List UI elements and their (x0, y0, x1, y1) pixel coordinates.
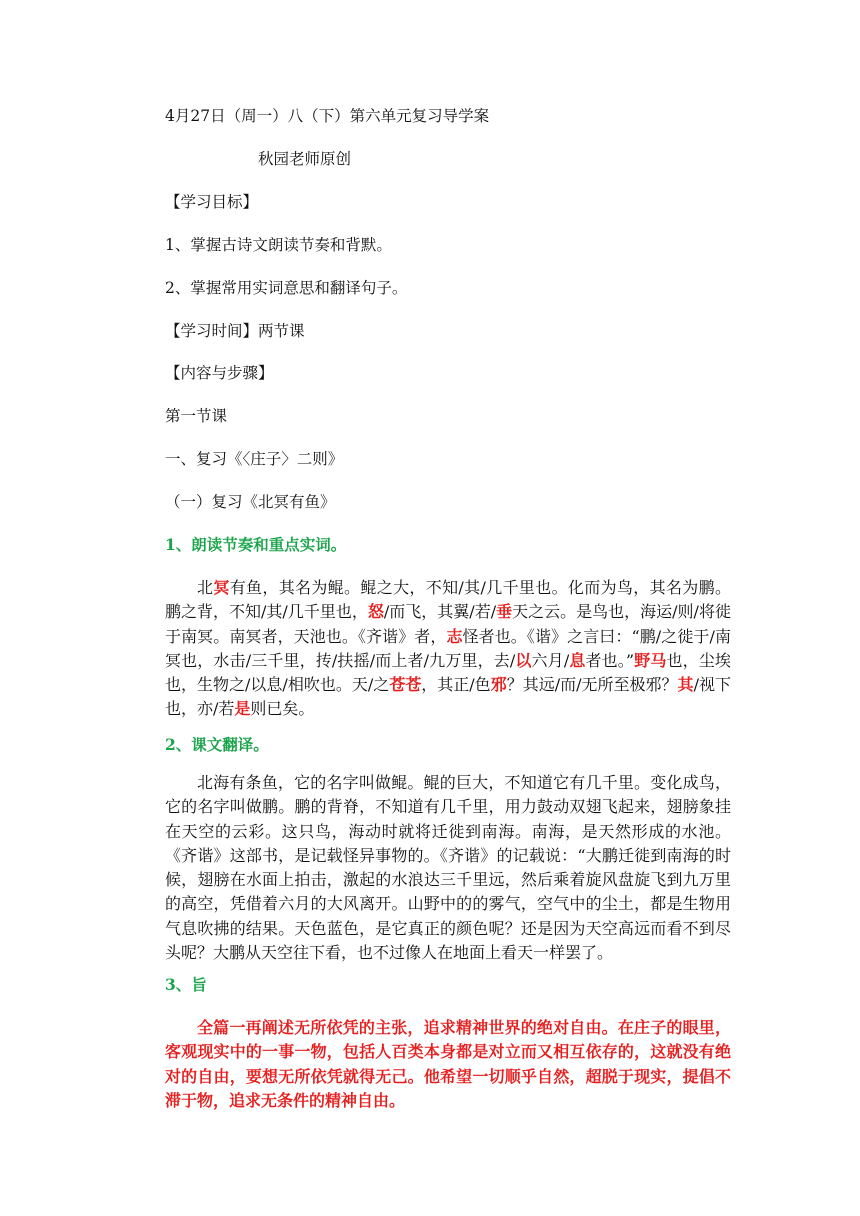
author-line: 秋园老师原创 (258, 150, 352, 168)
steps-heading: 【内容与步骤】 (165, 364, 274, 382)
text-segment: 者也。” (585, 650, 635, 670)
key-word-highlight: 是 (234, 699, 251, 719)
lesson-one: 第一节课 (165, 407, 228, 425)
goal-2: 2、掌握常用实词意思和翻译句子。 (165, 279, 408, 297)
section-heading-reading: 1、朗读节奏和重点实词。 (165, 535, 347, 554)
text-segment: ，其正/色 (421, 675, 491, 695)
section-heading-theme: 3、旨 (165, 975, 207, 994)
text-segment: /而飞，其翼/若/ (383, 602, 497, 622)
text-segment: 北 (197, 578, 214, 597)
key-word-highlight: 苍苍 (389, 675, 422, 695)
key-word-highlight: 以 (515, 650, 532, 670)
text-segment: 怪者也。《谐》之言曰：“鹏/之徙于/南冥也，水击/三千里，抟/扶摇/而上者/九万里，去/ (165, 626, 731, 670)
text-segment: 则已矣。 (250, 699, 315, 719)
text-segment: ？其远/而/无所至极邪？ (506, 675, 678, 695)
doc-title: 4月27日（周一）八（下）第六单元复习导学案 (165, 107, 490, 125)
key-word-highlight: 其 (677, 675, 694, 695)
key-word-highlight: 息 (569, 650, 586, 670)
study-time: 【学习时间】两节课 (165, 322, 305, 340)
section-heading-translation: 2、课文翻译。 (165, 735, 269, 754)
text-segment: 天之云。是鸟也，海运/则/将徙于南冥。南冥者，天池也。《齐谐》者， (165, 602, 731, 646)
key-word-highlight: 怒 (367, 602, 384, 622)
translation-paragraph: 北海有条鱼，它的名字叫做鲲。鲲的巨大，不知道它有几千里。变化成鸟，它的名字叫做鹏。鹏的背脊，不知道有几千里，用力鼓动双翅飞起来，翅膀象挂在天空的云彩。这只鸟，海动时就将迁徙到南海。南海，是天然形成的水池。《齐谐》这部书，是记载怪异事物的。《齐谐》的记载说：“大鹏迁徙到南海的时候，翅膀在水面上拍击，激起的水浪达三千里远，然后乘着旋风盘旋飞到九万里的高空，凭借着六月的大风离开。山野中的的雾气，空气中的尘土，都是生物用气息吹拂的结果。天色蓝色，是它真正的颜色呢？还是因为天空高远而看不到尽头呢？大鹏从天空往下看，也不过像人在地面上看天一样罢了。 (165, 773, 731, 963)
goal-1: 1、掌握古诗文朗读节奏和背默。 (165, 236, 392, 254)
sub-heading: （一）复习《北冥有鱼》 (165, 493, 336, 511)
review-heading: 一、复习《〈庄子〉二则》 (165, 450, 344, 468)
theme-paragraph: 全篇一再阐述无所依凭的主张，追求精神世界的绝对自由。在庄子的眼里，客观现实中的一事一物，包括人百类本身都是对立而又相互依存的，这就没有绝对的自由，要想无所依凭就得无己。他希望一切顺乎自然，超脱于现实，提倡不滞于物，追求无条件的精神自由。 (165, 1018, 731, 1110)
text-segment: /视下也，亦/若 (165, 675, 731, 719)
text-segment: 有鱼，其名为鲲。鲲之大，不知/其/几千里也。化而为鸟，其名为鹏。鹏之背，不知/其/几千里也， (165, 578, 731, 622)
goals-heading: 【学习目标】 (165, 193, 259, 211)
original-text-paragraph (165, 576, 731, 722)
text-segment: 六月/ (531, 650, 570, 670)
key-word-highlight: 冥 (213, 578, 230, 597)
text-segment: 也，尘埃也，生物之/以息/相吹也。天/之 (165, 650, 731, 695)
key-word-highlight: 垂 (496, 602, 513, 622)
key-word-highlight: 邪 (490, 675, 507, 695)
key-word-highlight: 野马 (634, 650, 667, 670)
key-word-highlight: 志 (446, 626, 463, 646)
